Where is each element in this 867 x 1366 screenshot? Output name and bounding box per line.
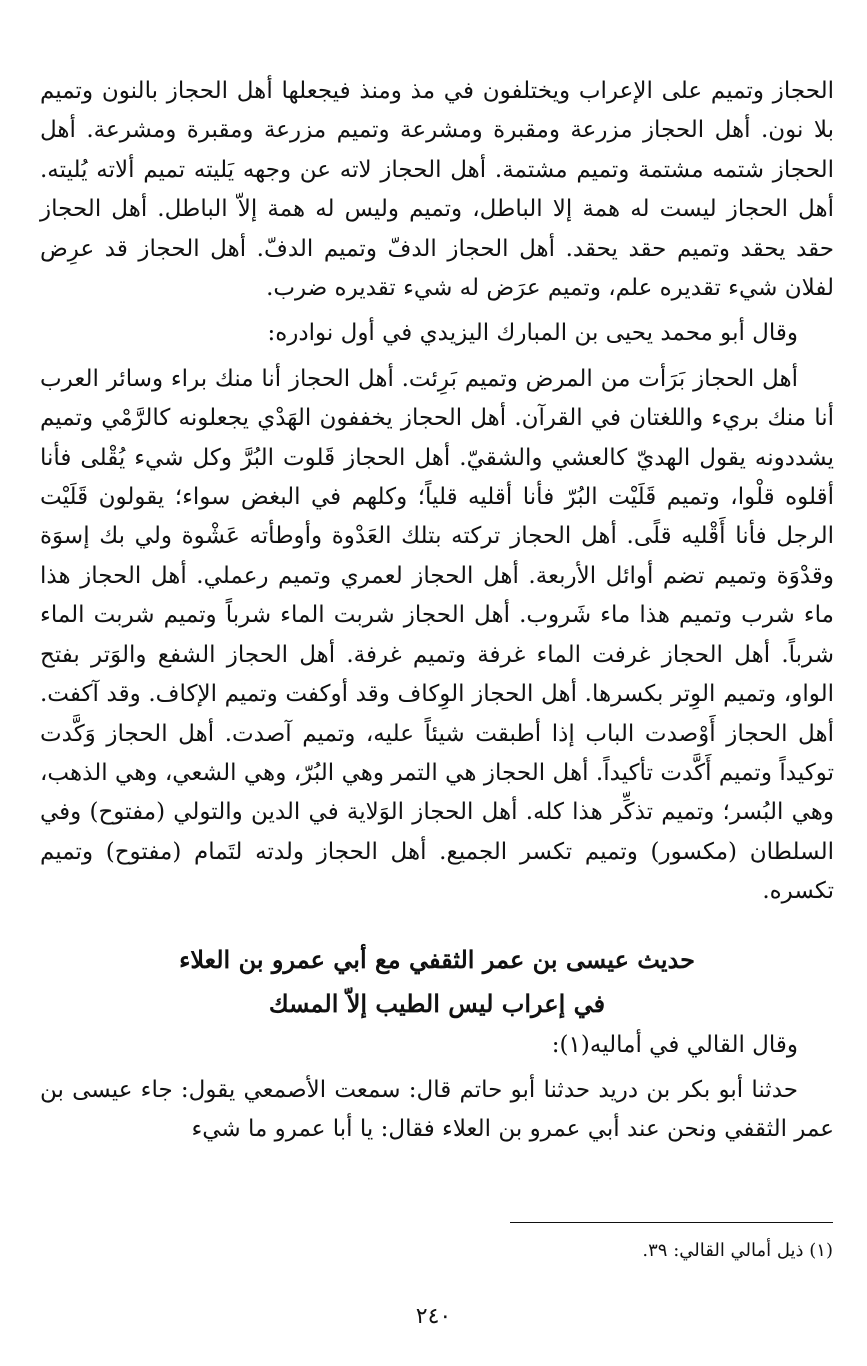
page-body — [40, 72, 834, 1150]
footnote: (١) ذيل أمالي القالي: ٣٩. — [642, 1240, 833, 1261]
footnote-separator — [510, 1222, 833, 1223]
paragraph-hijaz-tamim-1: الحجاز وتميم على الإعراب ويختلفون في مذ ومنذ فيجعلها أهل الحجاز بالنون وتميم بلا نون. أهل الحجاز مزرعة ومقبرة ومشرعة وتميم مزرعة ومقبرة ومشرعة. أهل الحجاز شتمه مشتمة وتميم مشتمة. أهل الحجاز لاته عن وجهه يَليته تميم ألاته يُليته. أهل الحجاز ليست له همة إلا الباطل، وتميم وليس له همة إلاّ الباطل. أهل الحجاز حقد يحقد وتميم حقد يحقد. أهل الحجاز الدفّ وتميم الدفّ. أهل الحجاز قد عرِض لفلان شيء تقديره علم، وتميم عرَض له شيء تقديره ضرب. — [40, 78, 834, 302]
page-number: ٢٤٠ — [415, 1304, 452, 1329]
paragraph-hijaz-tamim-2: أهل الحجاز بَرَأت من المرض وتميم بَرِئت. أهل الحجاز أنا منك براء وسائر العرب أنا منك بريء واللغتان في القرآن. أهل الحجاز يخففون الهَدْي يجعلونه كالرَّمْي وتميم يشددونه يقول الهديّ كالعشي والشقيّ. أهل الحجاز قَلوت البُرَّ وكل شيء يُقْلى فأنا أقلوه قلْوا، وتميم قَلَيْت البُرّ فأنا أقليه قلياً؛ وكلهم في البغض سواء؛ يقولون قَلَيْت الرجل فأنا أَقْليه قلًى. أهل الحجاز تركته بتلك العَدْوة وأوطأته عَشْوة ولي بك إسوَة وقدْوَة وتميم تضم أوائل الأربعة. أهل الحجاز لعمري وتميم رعملي. أهل الحجاز هذا ماء شرب وتميم هذا ماء شَروب. أهل الحجاز شربت الماء شرباً وتميم شربت الماء شرباً. أهل الحجاز غرفت الماء غرفة وتميم غرفة. أهل الحجاز الشفع والوَتر بفتح الواو، وتميم الوِتر بكسرها. أهل الحجاز الوِكاف وقد أوكفت وتميم الإكاف. وقد آكفت. أهل الحجاز أَوْصدت الباب إذا أطبقت شيئاً عليه، وتميم آصدت. أهل الحجاز وَكَّدت توكيداً وتميم أَكَّدت تأكيداً. أهل الحجاز هي التمر وهي البُرّ، وهي الشعي، وهي الذهب، وهي البُسر؛ وتميم تذكِّر هذا كله. أهل الحجاز الوَلاية في الدين والتولي (مفتوح) وفي السلطان (مكسور) وتميم تكسر الجميع. أهل الحجاز ولدته لتَمام (مفتوح) وتميم تكسره. — [40, 365, 834, 905]
section-heading-line-2: في إعراب ليس الطيب إلاّ المسك — [268, 988, 606, 1018]
paragraph-yazidi-intro: وقال أبو محمد يحيى بن المبارك اليزيدي في أول نوادره: — [267, 320, 798, 347]
paragraph-hadith: حدثنا أبو بكر بن دريد حدثنا أبو حاتم قال: سمعت الأصمعي يقول: جاء عيسى بن عمر الثقفي ونحن عند أبي عمرو بن العلاء فقال: يا أبا عمرو ما شيء — [40, 1076, 834, 1143]
section-heading-line-1: حديث عيسى بن عمر الثقفي مع أبي عمرو بن العلاء — [179, 944, 695, 974]
paragraph-qali-intro: وقال القالي في أماليه(١): — [551, 1031, 798, 1058]
